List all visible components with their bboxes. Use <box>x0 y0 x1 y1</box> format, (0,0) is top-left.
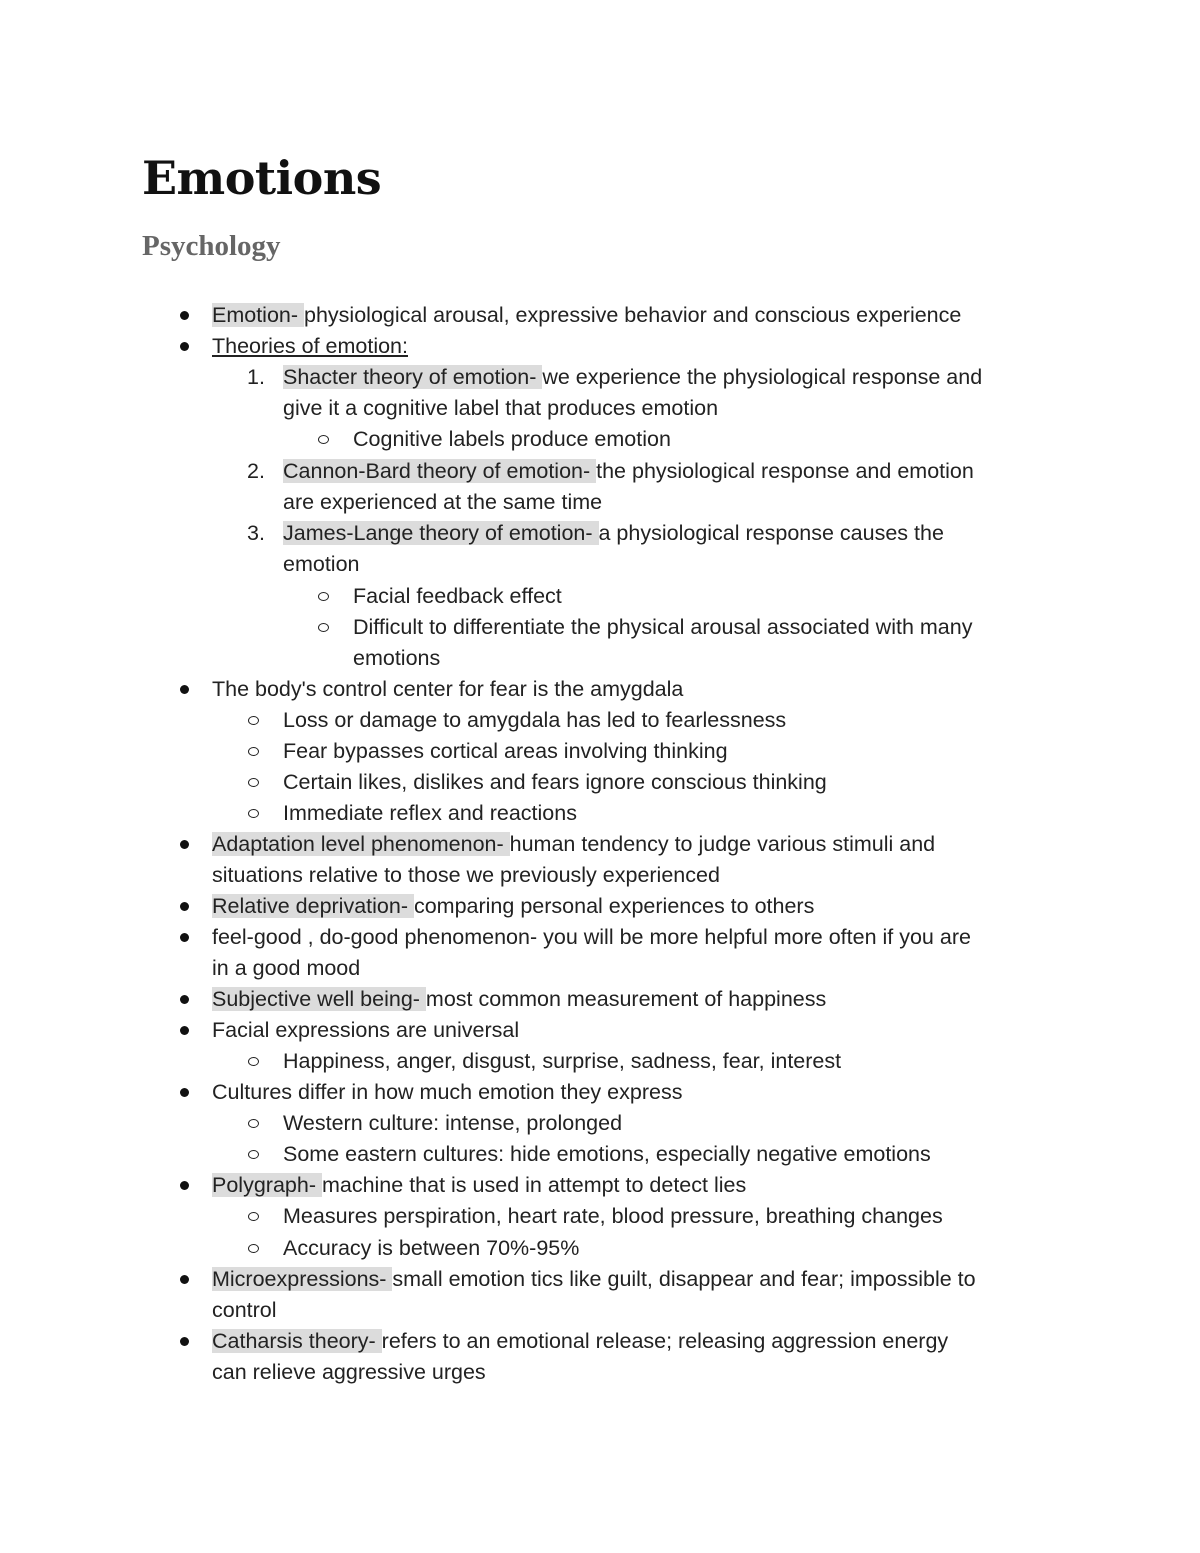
definition-text: physiological arousal, expressive behavior and conscious experience <box>304 303 962 327</box>
bullet-circle-icon <box>248 1119 259 1128</box>
bullet-dot-icon <box>180 1088 189 1097</box>
definition-text: comparing personal experiences to others <box>413 894 815 918</box>
definition-text: refers to an emotional release; releasing aggression energy <box>381 1329 949 1353</box>
list-item: Certain likes, dislikes and fears ignore conscious thinking <box>283 770 827 794</box>
list-item-continuation: emotions <box>353 646 441 670</box>
definition-text: the physiological response and emotion <box>596 459 974 483</box>
list-item <box>212 1264 976 1295</box>
list-item-continuation: give it a cognitive label that produces emotion <box>283 396 719 420</box>
list-item: feel-good , do-good phenomenon- you will be more helpful more often if you are <box>212 925 971 949</box>
list-number: 3. <box>247 521 265 545</box>
bullet-dot-icon <box>180 342 189 351</box>
list-item: Happiness, anger, disgust, surprise, sadness, fear, interest <box>283 1049 842 1073</box>
bullet-dot-icon <box>180 685 189 694</box>
bullet-dot-icon <box>180 1181 189 1190</box>
bullet-circle-icon <box>248 778 259 787</box>
list-item: Cultures differ in how much emotion they express <box>212 1080 683 1104</box>
term-highlight: Microexpressions- <box>212 1267 393 1291</box>
bullet-circle-icon <box>318 435 329 444</box>
list-item: Some eastern cultures: hide emotions, especially negative emotions <box>283 1142 931 1166</box>
definition-text: human tendency to judge various stimuli and <box>509 832 936 856</box>
bullet-circle-icon <box>318 592 329 601</box>
bullet-dot-icon <box>180 1275 189 1284</box>
definition-text: small emotion tics like guilt, disappear and fear; impossible to <box>392 1267 976 1291</box>
list-item-continuation: in a good mood <box>212 956 361 980</box>
bullet-circle-icon <box>248 1244 259 1253</box>
list-number: 1. <box>247 365 265 389</box>
list-item-continuation: emotion <box>283 552 360 576</box>
definition-text: machine that is used in attempt to detect lies <box>321 1173 747 1197</box>
list-item-continuation: control <box>212 1298 277 1322</box>
term-highlight: Subjective well being- <box>212 987 426 1011</box>
term-highlight: Cannon-Bard theory of emotion- <box>283 459 597 483</box>
term-highlight: Emotion- <box>212 303 305 327</box>
list-item: Immediate reflex and reactions <box>283 801 577 825</box>
list-number: 2. <box>247 459 265 483</box>
bullet-dot-icon <box>180 902 189 911</box>
list-item-continuation: are experienced at the same time <box>283 490 603 514</box>
bullet-circle-icon <box>318 623 329 632</box>
bullet-dot-icon <box>180 311 189 320</box>
term-highlight: Polygraph- <box>212 1173 322 1197</box>
list-item <box>212 1326 948 1357</box>
list-item: Fear bypasses cortical areas involving thinking <box>283 739 728 763</box>
list-item: Measures perspiration, heart rate, blood pressure, breathing changes <box>283 1204 943 1228</box>
list-item <box>283 456 974 487</box>
list-item: Difficult to differentiate the physical arousal associated with many <box>353 615 973 639</box>
definition-text: most common measurement of happiness <box>425 987 827 1011</box>
definition-text: a physiological response causes the <box>598 521 944 545</box>
list-item <box>283 518 944 549</box>
list-item: Accuracy is between 70%-95% <box>283 1236 580 1260</box>
bullet-circle-icon <box>248 1212 259 1221</box>
bullet-dot-icon <box>180 840 189 849</box>
list-item <box>212 1170 746 1201</box>
list-item <box>212 300 961 331</box>
bullet-dot-icon <box>180 1026 189 1035</box>
list-item: Cognitive labels produce emotion <box>353 427 671 451</box>
bullet-circle-icon <box>248 809 259 818</box>
list-item <box>212 984 826 1015</box>
term-highlight: Adaptation level phenomenon- <box>212 832 510 856</box>
document-title: Emotions <box>142 151 382 205</box>
bullet-circle-icon <box>248 1150 259 1159</box>
list-item <box>283 362 982 393</box>
list-item: The body's control center for fear is the amygdala <box>212 677 684 701</box>
definition-text: we experience the physiological response and <box>542 365 983 389</box>
list-item: Loss or damage to amygdala has led to fearlessness <box>283 708 787 732</box>
list-heading: Theories of emotion: <box>212 334 408 358</box>
term-highlight: Relative deprivation- <box>212 894 414 918</box>
term-highlight: James-Lange theory of emotion- <box>283 521 599 545</box>
term-highlight: Shacter theory of emotion- <box>283 365 543 389</box>
term-highlight: Catharsis theory- <box>212 1329 382 1353</box>
list-item-continuation: situations relative to those we previously experienced <box>212 863 720 887</box>
bullet-dot-icon <box>180 1337 189 1346</box>
list-item <box>212 891 814 922</box>
document-subtitle: Psychology <box>142 230 281 262</box>
list-item-continuation: can relieve aggressive urges <box>212 1360 486 1384</box>
list-item: Western culture: intense, prolonged <box>283 1111 623 1135</box>
bullet-circle-icon <box>248 716 259 725</box>
bullet-dot-icon <box>180 995 189 1004</box>
bullet-circle-icon <box>248 1057 259 1066</box>
bullet-dot-icon <box>180 933 189 942</box>
list-item <box>212 829 935 860</box>
bullet-circle-icon <box>248 747 259 756</box>
list-item: Facial feedback effect <box>353 584 562 608</box>
list-item: Facial expressions are universal <box>212 1018 520 1042</box>
